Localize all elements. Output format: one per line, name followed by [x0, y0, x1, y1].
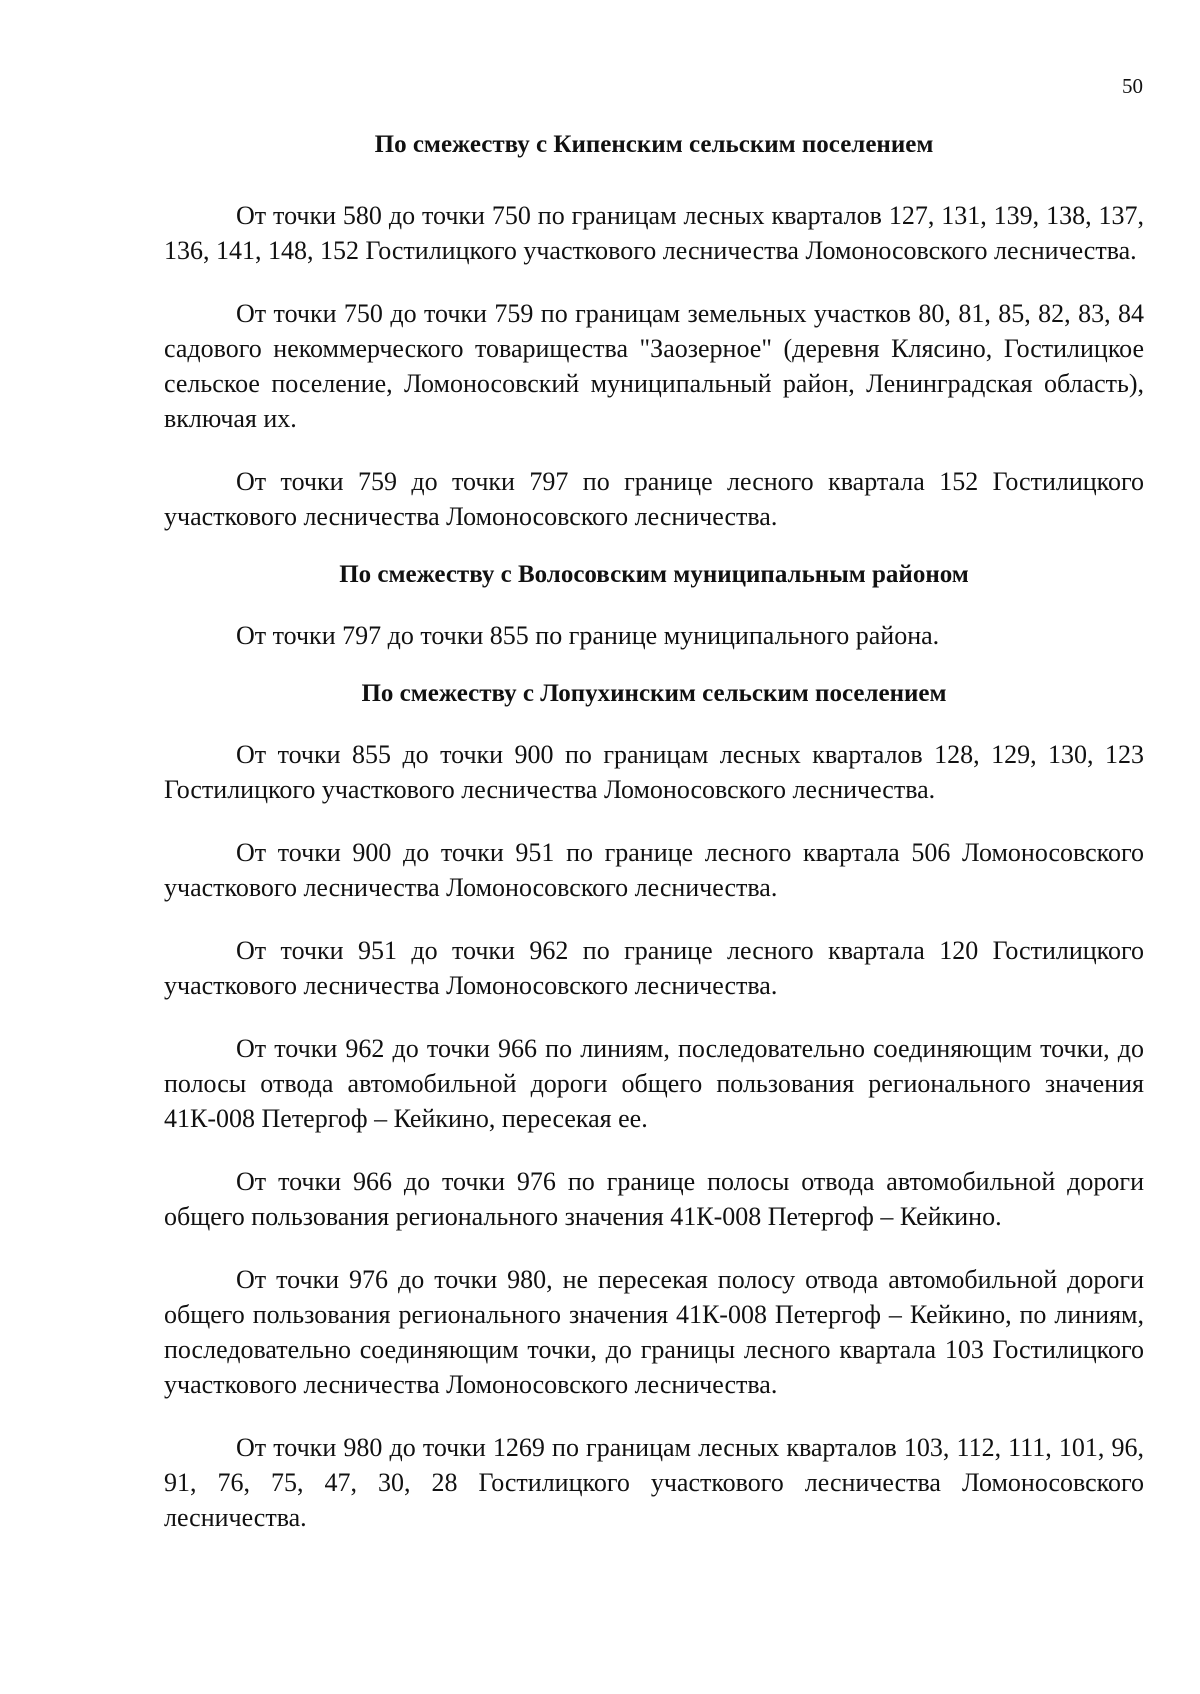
section-heading-volosovo: По смежеству с Волосовским муниципальным районом — [339, 561, 969, 588]
paragraph: От точки 976 до точки 980, не пересекая полосу отвода автомобильной дороги общего пользования регионального значения 41К-008 Петергоф – Кейкино, по линиям, последовательно соединяющим точки, до границы лесного квартала 103 Гостилицкого участкового лесничества Ломоносовского лесничества. — [164, 1265, 1144, 1399]
paragraph: От точки 962 до точки 966 по линиям, последовательно соединяющим точки, до полосы отвода автомобильной дороги общего пользования регионального значения 41К-008 Петергоф – Кейкино, пересекая ее. — [164, 1034, 1144, 1133]
paragraph: От точки 580 до точки 750 по границам лесных кварталов 127, 131, 139, 138, 137, 136, 141, 148, 152 Гостилицкого участкового лесничества Ломоносовского лесничества. — [164, 201, 1144, 265]
page-number: 50 — [1122, 74, 1143, 98]
document-body — [164, 130, 1144, 1535]
paragraph: От точки 900 до точки 951 по границе лесного квартала 506 Ломоносовского участкового лесничества Ломоносовского лесничества. — [164, 838, 1144, 902]
paragraph: От точки 750 до точки 759 по границам земельных участков 80, 81, 85, 82, 83, 84 садового некоммерческого товарищества "Заозерное" (деревня Клясино, Гостилицкое сельское поселение, Ломоносовский муниципальный район, Ленинградская область), включая их. — [164, 299, 1144, 433]
section-heading-kipen: По смежеству с Кипенским сельским поселением — [374, 131, 934, 158]
paragraph: От точки 797 до точки 855 по границе муниципального района. — [236, 621, 940, 650]
paragraph: От точки 966 до точки 976 по границе полосы отвода автомобильной дороги общего пользования регионального значения 41К-008 Петергоф – Кейкино. — [164, 1167, 1144, 1231]
paragraph: От точки 951 до точки 962 по границе лесного квартала 120 Гостилицкого участкового лесничества Ломоносовского лесничества. — [164, 936, 1144, 1000]
paragraph: От точки 980 до точки 1269 по границам лесных кварталов 103, 112, 111, 101, 96, 91, 76, 75, 47, 30, 28 Гостилицкого участкового лесничества Ломоносовского лесничества. — [164, 1433, 1144, 1532]
paragraph: От точки 855 до точки 900 по границам лесных кварталов 128, 129, 130, 123 Гостилицкого участкового лесничества Ломоносовского лесничества. — [164, 740, 1144, 804]
section-heading-lopukhinka: По смежеству с Лопухинским сельским поселением — [361, 680, 947, 707]
paragraph: От точки 759 до точки 797 по границе лесного квартала 152 Гостилицкого участкового лесничества Ломоносовского лесничества. — [164, 467, 1144, 531]
